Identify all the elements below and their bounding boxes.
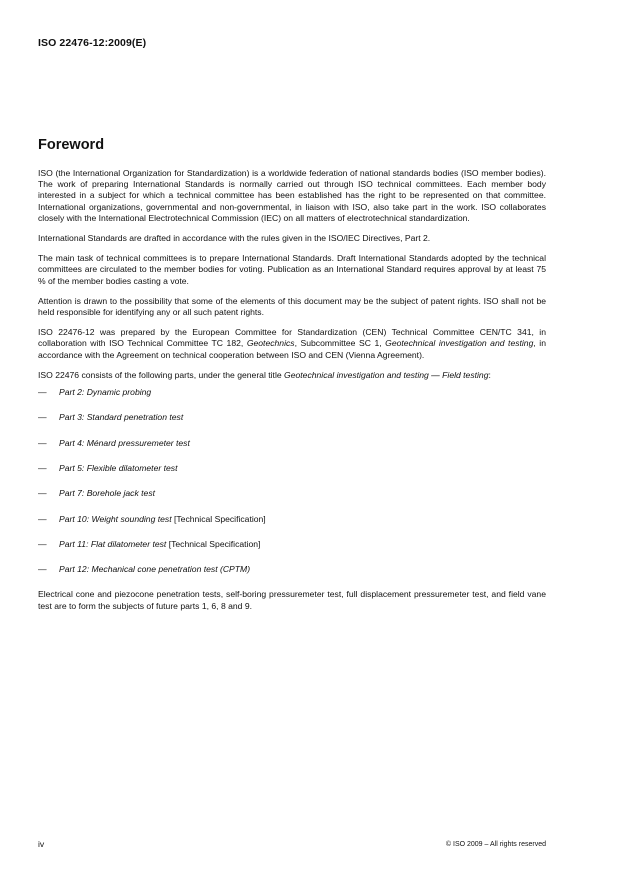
list-item	[38, 412, 546, 437]
paragraph-preparation	[38, 327, 546, 361]
parts-list	[38, 387, 546, 589]
part-title: Part 12: Mechanical cone penetration test (CPTM)	[59, 564, 251, 575]
list-item	[38, 539, 546, 564]
dash-bullet: —	[38, 564, 47, 575]
part-title: Part 5: Flexible dilatometer test	[59, 462, 178, 473]
paragraph-iso-description: ISO (the International Organization for Standardization) is a worldwide federation of national standards bodies (ISO member bodies). The work of preparing International Standards is normally carried out through ISO technical committees. Each member body interested in a subject for which a technical committee has been established has the right to be represented on that committee. International organizations, governmental and non-governmental, in liaison with ISO, also take part in the work. ISO collaborates closely with the International Electrotechnical Commission (IEC) on all matters of electrotechnical standardization.	[38, 168, 546, 223]
part-note: [Technical Specification]	[171, 513, 266, 524]
paragraph-future-parts: Electrical cone and piezocone penetration tests, self-boring pressuremeter test, full displacement pressuremeter test, and field vane test are to form the subjects of future parts 1, 6, 8 and 9.	[38, 589, 546, 611]
prep-subcommittee-title: Geotechnical investigation and testing	[385, 338, 534, 349]
parts-intro-text: ISO 22476 consists of the following parts, under the general title	[38, 369, 285, 380]
prep-text-2: , Subcommittee SC 1,	[294, 338, 386, 349]
list-item	[38, 564, 546, 589]
page-title: Foreword	[38, 137, 105, 153]
page-number: iv	[38, 839, 45, 849]
parts-intro-colon: :	[488, 369, 491, 380]
paragraph-committees: The main task of technical committees is to prepare International Standards. Draft International Standards adopted by the technical committees are circulated to the member bodies for voting. Publication as an International Standard requires approval by at least 75 % of the member bodies casting a vote.	[38, 253, 546, 286]
paragraph-patent-rights: Attention is drawn to the possibility that some of the elements of this document may be the subject of patent rights. ISO shall not be held responsible for identifying any or all such patent rights.	[38, 295, 546, 318]
part-title: Part 3: Standard penetration test	[59, 412, 184, 423]
dash-bullet: —	[38, 387, 47, 398]
part-title: Part 4: Ménard pressuremeter test	[59, 437, 190, 448]
list-item	[38, 488, 546, 513]
dash-bullet: —	[38, 513, 47, 524]
dash-bullet: —	[38, 538, 47, 549]
dash-bullet: —	[38, 462, 47, 473]
dash-bullet: —	[38, 488, 47, 499]
prep-text-3: , in accordance with the Agreement on technical cooperation between ISO and CEN (Vienna Agreement).	[38, 338, 546, 360]
list-item	[38, 514, 546, 539]
part-note: [Technical Specification]	[166, 538, 261, 549]
list-item	[38, 463, 546, 488]
list-item	[38, 387, 546, 412]
part-title: Part 10: Weight sounding test	[59, 513, 172, 524]
part-title: Part 11: Flat dilatometer test	[59, 538, 167, 549]
paragraph-directives: International Standards are drafted in accordance with the rules given in the ISO/IEC Directives, Part 2.	[38, 233, 431, 244]
copyright-notice: © ISO 2009 – All rights reserved	[445, 841, 546, 848]
dash-bullet: —	[38, 437, 47, 448]
prep-text-1: ISO 22476-12 was prepared by the European Committee for Standardization (CEN) Technical Committee CEN/TC 341, in collaboration with ISO Technical Committee TC 182,	[38, 327, 546, 349]
parts-general-title: Geotechnical investigation and testing — Field testing	[284, 369, 489, 380]
part-title: Part 2: Dynamic probing	[59, 387, 152, 398]
foreword-body	[38, 168, 546, 621]
paragraph-parts-intro	[38, 370, 546, 381]
document-id-header: ISO 22476-12:2009(E)	[38, 37, 147, 49]
dash-bullet: —	[38, 412, 47, 423]
part-title: Part 7: Borehole jack test	[59, 488, 156, 499]
prep-geotechnics: Geotechnics	[246, 338, 295, 349]
list-item	[38, 438, 546, 463]
